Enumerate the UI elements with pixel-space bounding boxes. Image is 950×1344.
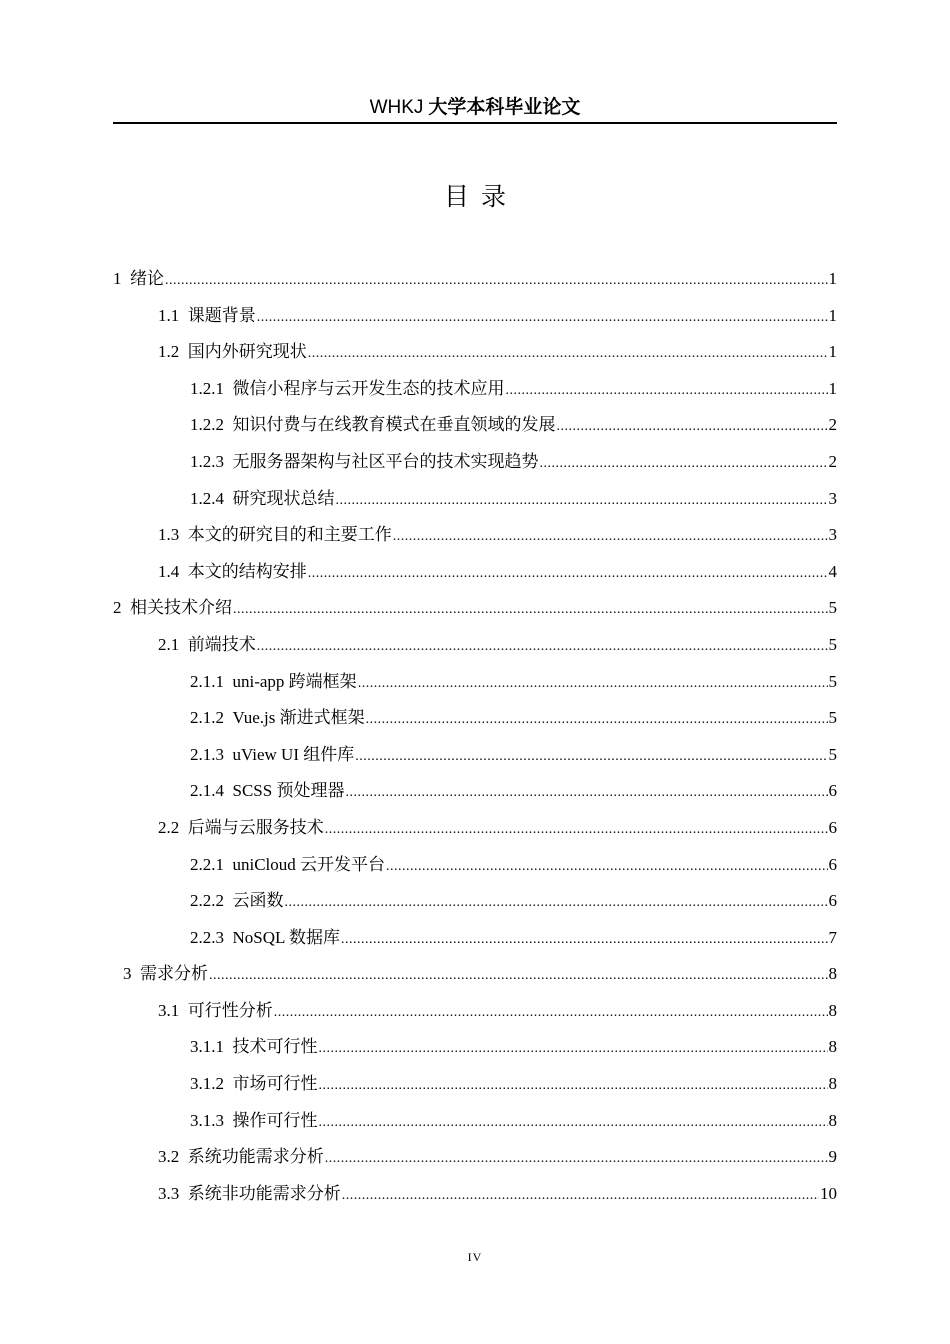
toc-entry-page: 10 [820, 1183, 837, 1203]
toc-entry[interactable] [113, 517, 837, 554]
toc-entry-page: 6 [828, 854, 837, 874]
toc-entry-title: uni-app 跨端框架 [232, 671, 357, 691]
toc-entry[interactable] [113, 1139, 837, 1176]
toc-entry-label [190, 847, 385, 884]
page-header [113, 92, 837, 124]
toc-entry[interactable] [113, 334, 837, 371]
toc-dot-leader [257, 300, 828, 335]
toc-entry-title: 可行性分析 [187, 1000, 273, 1020]
toc-dot-leader [540, 446, 828, 481]
toc-entry-title: 系统功能需求分析 [187, 1147, 324, 1167]
toc-entry-title: 云函数 [232, 891, 284, 911]
toc-entry-label [190, 444, 539, 481]
toc-entry-title: 前端技术 [187, 634, 256, 654]
toc-entry-title: 系统非功能需求分析 [187, 1183, 341, 1203]
toc-entry-label [190, 920, 340, 957]
toc-entry-number: 2.2.1 [190, 854, 224, 874]
toc-entry[interactable] [113, 371, 837, 408]
toc-entry-label [158, 1176, 341, 1213]
toc-dot-leader [325, 1141, 828, 1176]
toc-dot-leader [386, 849, 827, 884]
toc-entry[interactable] [113, 481, 837, 518]
toc-entry-label [113, 590, 232, 627]
toc-entry-title: 本文的结构安排 [187, 561, 307, 581]
toc-entry-page: 1 [828, 342, 837, 362]
toc-entry-title: 操作可行性 [232, 1110, 318, 1130]
toc-entry-title: 研究现状总结 [232, 488, 335, 508]
toc-dot-leader [257, 629, 828, 664]
toc-entry-number: 3.1.3 [190, 1110, 224, 1130]
toc-entry[interactable] [113, 993, 837, 1030]
toc-entry-number: 2.1.4 [190, 781, 224, 801]
toc-entry-title: 本文的研究目的和主要工作 [187, 525, 392, 545]
toc-entry-label [158, 1139, 324, 1176]
toc-dot-leader [233, 592, 828, 627]
toc-entry-page: 3 [828, 488, 837, 508]
toc-entry-page: 5 [828, 708, 837, 728]
toc-entry-page: 3 [828, 525, 837, 545]
toc-entry-page: 8 [828, 1000, 837, 1020]
toc-entry-number: 1.2.3 [190, 451, 224, 471]
toc-dot-leader [285, 885, 828, 920]
toc-entry[interactable] [113, 773, 837, 810]
toc-dot-leader [557, 409, 828, 444]
toc-entry-page: 5 [828, 744, 837, 764]
toc-entry-title: 课题背景 [187, 305, 256, 325]
toc-dot-leader [355, 739, 827, 774]
toc-entry-number: 1.4 [158, 561, 180, 581]
toc-entry-number: 1.1 [158, 305, 180, 325]
toc-entry-title: 无服务器架构与社区平台的技术实现趋势 [232, 451, 539, 471]
toc-entry-label [190, 371, 505, 408]
toc-entry-number: 1 [113, 269, 122, 288]
toc-entry-label [158, 993, 273, 1030]
toc-entry-page: 9 [828, 1147, 837, 1167]
toc-entry-number: 3 [123, 964, 132, 984]
toc-entry-label [190, 481, 335, 518]
toc-entry-label [190, 1103, 318, 1140]
toc-entry-title: 知识付费与在线教育模式在垂直领域的发展 [232, 415, 556, 435]
toc-entry-label [190, 700, 365, 737]
toc-entry-number: 2.2.2 [190, 891, 224, 911]
toc-entry[interactable] [113, 1176, 837, 1213]
toc-entry-label [158, 298, 256, 335]
toc-entry-title: 绪论 [130, 269, 164, 288]
toc-entry[interactable] [113, 590, 837, 627]
toc-entry-title: NoSQL 数据库 [232, 927, 341, 947]
toc-entry-label [190, 737, 354, 774]
toc-entry-label [190, 883, 284, 920]
toc-entry[interactable] [113, 737, 837, 774]
toc-entry-page: 6 [828, 781, 837, 801]
toc-entry-page: 8 [828, 1037, 837, 1057]
toc-entry-title: 微信小程序与云开发生态的技术应用 [232, 378, 505, 398]
toc-entry-number: 1.2 [158, 342, 180, 362]
toc-entry[interactable] [113, 847, 837, 884]
toc-entry-number: 1.2.4 [190, 488, 224, 508]
page-number: IV [467, 1250, 483, 1264]
toc-entry-label [158, 334, 307, 371]
toc-entry[interactable] [113, 810, 837, 847]
toc-entry-title: Vue.js 渐进式框架 [232, 708, 365, 728]
toc-entry-number: 3.1.2 [190, 1074, 224, 1094]
toc-entry-page: 5 [828, 598, 837, 618]
toc-entry-label [158, 517, 392, 554]
toc-entry-number: 1.2.2 [190, 415, 224, 435]
toc-entry[interactable] [113, 627, 837, 664]
toc-entry[interactable] [113, 444, 837, 481]
toc-entry-page: 8 [828, 1074, 837, 1094]
toc-entry-page: 5 [828, 634, 837, 654]
toc-entry-page: 4 [828, 561, 837, 581]
toc-dot-leader [325, 812, 828, 847]
toc-entry[interactable] [113, 920, 837, 957]
toc-entry[interactable] [113, 883, 837, 920]
toc-entry-title: uView UI 组件库 [232, 744, 355, 764]
toc-entry-label [123, 956, 208, 993]
toc-entry[interactable] [113, 298, 837, 335]
toc-entry-label [190, 773, 344, 810]
table-of-contents [113, 261, 837, 1212]
toc-entry-number: 2.1.1 [190, 671, 224, 691]
toc-dot-leader [345, 775, 827, 810]
toc-entry-title: 技术可行性 [232, 1037, 318, 1057]
toc-entry[interactable] [113, 956, 837, 993]
toc-entry[interactable] [113, 1029, 837, 1066]
toc-dot-leader [319, 1068, 828, 1103]
toc-entry-title: SCSS 预处理器 [232, 781, 345, 801]
toc-dot-leader [366, 702, 828, 737]
toc-entry-page: 1 [828, 269, 837, 288]
toc-entry[interactable] [113, 1103, 837, 1140]
toc-dot-leader [336, 483, 828, 518]
toc-entry-label [190, 664, 357, 701]
toc-entry[interactable] [113, 664, 837, 701]
toc-dot-leader [393, 519, 828, 554]
toc-entry-title: 相关技术介绍 [130, 598, 232, 618]
toc-dot-leader [274, 995, 828, 1030]
toc-entry-title: 后端与云服务技术 [187, 817, 324, 837]
toc-entry-page: 8 [828, 1110, 837, 1130]
toc-entry-title: 国内外研究现状 [187, 342, 307, 362]
toc-dot-leader [165, 263, 828, 298]
toc-entry[interactable] [113, 261, 837, 298]
toc-entry-label [190, 1029, 318, 1066]
toc-dot-leader [209, 958, 828, 993]
toc-entry-number: 2.2.3 [190, 927, 224, 947]
header-title: 大学本科毕业论文 [428, 96, 581, 118]
toc-dot-leader [319, 1105, 828, 1140]
toc-entry-page: 7 [828, 927, 837, 947]
toc-entry-page: 1 [828, 378, 837, 398]
toc-entry-number: 2.1 [158, 634, 180, 654]
toc-title: 目录 [443, 182, 518, 211]
header-prefix: WHKJ [369, 97, 424, 118]
toc-entry-number: 1.2.1 [190, 378, 224, 398]
toc-entry-number: 2.1.3 [190, 744, 224, 764]
toc-entry-number: 3.3 [158, 1183, 180, 1203]
toc-entry[interactable] [113, 700, 837, 737]
toc-entry-number: 2.1.2 [190, 708, 224, 728]
toc-dot-leader [342, 1178, 819, 1213]
toc-entry-label [190, 1066, 318, 1103]
toc-dot-leader [308, 336, 828, 371]
toc-entry-label [158, 810, 324, 847]
toc-entry-page: 5 [828, 671, 837, 691]
toc-entry-page: 6 [828, 817, 837, 837]
toc-entry[interactable] [113, 407, 837, 444]
toc-entry[interactable] [113, 554, 837, 591]
toc-entry-page: 6 [828, 891, 837, 911]
toc-dot-leader [341, 922, 827, 957]
toc-entry-page: 8 [828, 964, 837, 984]
toc-entry-title: 市场可行性 [232, 1074, 318, 1094]
toc-dot-leader [308, 556, 828, 591]
toc-entry-number: 3.1 [158, 1000, 180, 1020]
toc-dot-leader [319, 1031, 828, 1066]
toc-entry-label [190, 407, 556, 444]
toc-entry-number: 3.2 [158, 1147, 180, 1167]
toc-entry-number: 2 [113, 598, 122, 618]
toc-entry-page: 2 [828, 415, 837, 435]
toc-entry-label [158, 554, 307, 591]
toc-entry-number: 1.3 [158, 525, 180, 545]
toc-entry-number: 3.1.1 [190, 1037, 224, 1057]
toc-dot-leader [506, 373, 828, 408]
toc-entry-label [113, 261, 164, 298]
toc-entry-title: uniCloud 云开发平台 [232, 854, 386, 874]
toc-entry-label [158, 627, 256, 664]
toc-entry-title: 需求分析 [140, 964, 208, 984]
toc-dot-leader [358, 666, 828, 701]
toc-entry[interactable] [113, 1066, 837, 1103]
toc-entry-page: 1 [828, 305, 837, 325]
toc-entry-page: 2 [828, 451, 837, 471]
toc-entry-number: 2.2 [158, 817, 180, 837]
